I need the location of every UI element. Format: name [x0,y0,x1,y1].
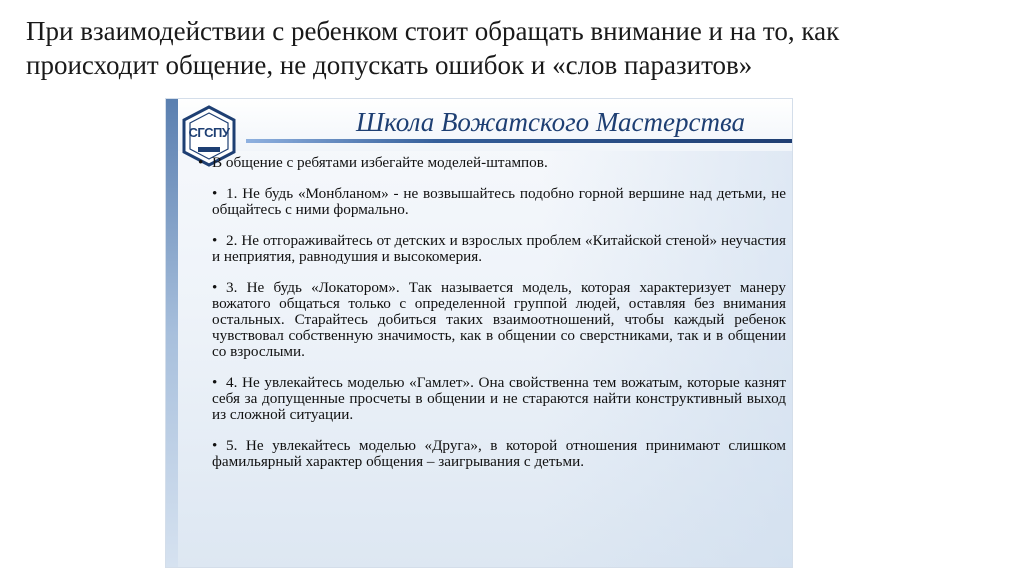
decorative-stripe [166,99,178,567]
list-item-text: 4. Не увлекайтесь моделью «Гамлет». Она свойственна тем вожатым, которые казнят себя за допущенные просчеты в общении и не стараются найти конструктивный выход из сложной ситуации. [212,374,786,423]
bullet-glyph: • [212,279,218,296]
bullet-glyph: • [212,374,218,391]
banner-divider [246,139,792,143]
page-title [26,14,986,82]
list-item [212,280,786,360]
banner-title: Школа Вожатского Мастерства [356,107,745,137]
page-title-line-2: происходит общение, не допускать ошибок и «слов паразитов» [26,50,753,80]
page-title-line-1: При взаимодействии с ребенком стоит обращать внимание и на то, как [26,16,840,46]
list-item-text: 3. Не будь «Локатором». Так называется модель, которая характеризует манеру вожатого общаться только с определенной группой людей, оставляя без внимания остальных. Старайтесь добиться таких взаимоотношений, чтобы каждый ребенок чувствовал собственную значимость, как в общении со сверстниками, так и в общении со взрослыми. [212,279,786,360]
list-item [212,375,786,423]
bullet-glyph: • [198,154,204,171]
list-item [212,233,786,265]
slide-body [198,151,786,470]
logo-text: СГСПУ [188,125,230,140]
list-item [212,186,786,218]
bullet-glyph: • [212,437,218,454]
intro-paragraph [198,154,786,171]
bullet-glyph: • [212,185,218,202]
embedded-slide-image [166,99,792,567]
list-item-text: 2. Не отгораживайтесь от детских и взрослых проблем «Китайской стеной» неучастия и неприятия, равнодушия и высокомерия. [212,232,786,265]
intro-text: В общение с ребятами избегайте моделей-штампов. [212,154,548,171]
list-item-text: 5. Не увлекайтесь моделью «Друга», в которой отношения принимают слишком фамильярный характер общения – заигрывания с детьми. [212,437,786,470]
bullet-glyph: • [212,232,218,249]
list-item-text: 1. Не будь «Монбланом» - не возвышайтесь подобно горной вершине над детьми, не общайтесь с ними формально. [212,185,786,218]
list-item [212,438,786,470]
